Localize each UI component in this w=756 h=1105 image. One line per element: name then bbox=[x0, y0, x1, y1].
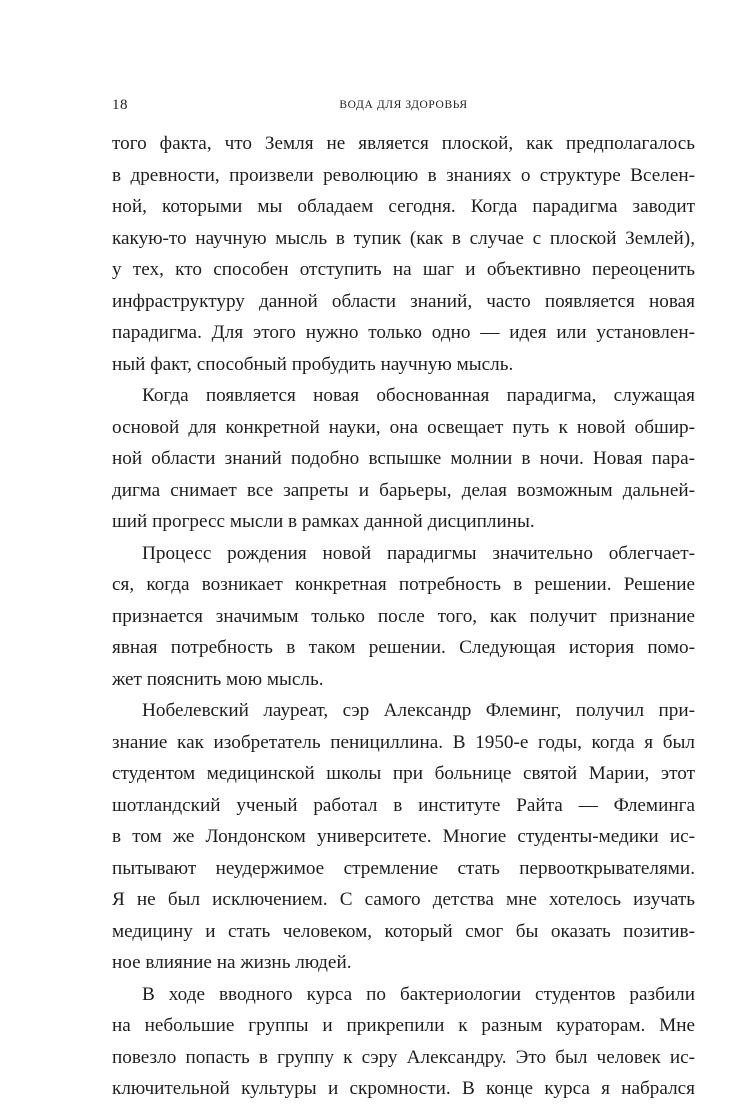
text-line: того факта, что Земля не является плоской, как предполагалось bbox=[112, 133, 695, 154]
text-body bbox=[112, 128, 695, 1105]
text-line: Когда появляется новая обоснованная парадигма, служащая bbox=[142, 385, 695, 406]
text-line: повезло попасть в группу к сэру Александру. Это был человек ис- bbox=[112, 1046, 695, 1068]
text-line: признается значимым только после того, как получит признание bbox=[112, 605, 695, 627]
text-line: Процесс рождения новой парадигмы значительно облегчает- bbox=[142, 542, 695, 564]
running-title: ВОДА ДЛЯ ЗДОРОВЬЯ bbox=[339, 99, 468, 111]
text-line: ключительной культуры и скромности. В конце курса я набрался bbox=[112, 1078, 695, 1099]
paragraph bbox=[112, 538, 695, 696]
text-line: ной, которыми мы обладаем сегодня. Когда парадигма заводит bbox=[112, 196, 695, 217]
text-line: дигма снимает все запреты и барьеры, делая возможным дальней- bbox=[112, 479, 695, 501]
text-line: ной области знаний подобно вспышке молнии в ночи. Новая пара- bbox=[112, 448, 695, 469]
text-line: Я не был исключением. С самого детства мне хотелось изучать bbox=[112, 889, 695, 910]
text-line: медицину и стать человеком, который смог бы оказать позитив- bbox=[112, 920, 695, 942]
text-line: ший прогресс мысли в рамках данной дисциплины. bbox=[112, 511, 535, 532]
text-line: студентом медицинской школы при больнице святой Марии, этот bbox=[112, 763, 695, 784]
text-line: ный факт, способный пробудить научную мысль. bbox=[112, 353, 514, 375]
text-line: пытывают неудержимое стремление стать первооткрывателями. bbox=[112, 857, 695, 879]
text-line: в том же Лондонском университете. Многие студенты-медики ис- bbox=[112, 826, 695, 847]
text-line: какую-то научную мысль в тупик (как в случае с плоской Землей), bbox=[112, 227, 695, 249]
text-line: на небольшие группы и прикрепили к разным кураторам. Мне bbox=[112, 1015, 695, 1036]
text-line: ное влияние на жизнь людей. bbox=[112, 952, 352, 973]
text-line: парадигма. Для этого нужно только одно — идея или установлен- bbox=[112, 322, 695, 343]
page-number: 18 bbox=[112, 97, 128, 113]
paragraph bbox=[112, 979, 695, 1105]
text-line: в древности, произвели революцию в знаниях о структуре Вселен- bbox=[112, 164, 695, 186]
text-line: жет пояснить мою мысль. bbox=[112, 668, 324, 690]
text-line: знание как изобретатель пенициллина. В 1950-е годы, когда я был bbox=[112, 731, 695, 753]
text-line: ся, когда возникает конкретная потребность в решении. Решение bbox=[112, 574, 695, 595]
page-header bbox=[112, 95, 695, 115]
text-line: В ходе вводного курса по бактериологии студентов разбили bbox=[142, 983, 695, 1005]
paragraph bbox=[112, 695, 695, 979]
text-line: Нобелевский лауреат, сэр Александр Флеминг, получил при- bbox=[142, 700, 695, 721]
text-line: инфраструктуру данной области знаний, часто появляется новая bbox=[112, 290, 695, 312]
paragraph bbox=[112, 128, 695, 380]
text-line: основой для конкретной науки, она освещает путь к новой обшир- bbox=[112, 416, 695, 438]
text-line: у тех, кто способен отступить на шаг и объективно переоценить bbox=[112, 259, 695, 280]
text-line: явная потребность в таком решении. Следующая история помо- bbox=[112, 637, 695, 658]
paragraph bbox=[112, 380, 695, 538]
text-line: шотландский ученый работал в институте Райта — Флеминга bbox=[112, 794, 695, 816]
